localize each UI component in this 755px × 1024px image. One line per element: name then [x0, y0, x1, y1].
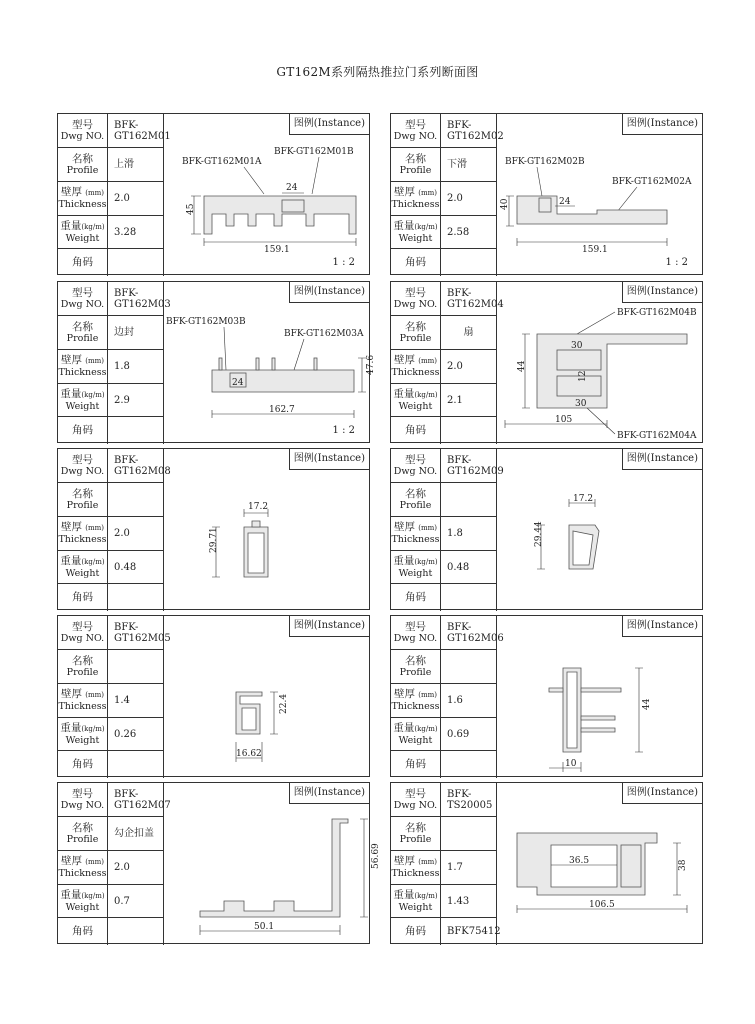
code-label: 角码 [391, 918, 441, 945]
dwg-value: BFK- GT162M05 [108, 616, 164, 650]
svg-text:159.1: 159.1 [264, 245, 290, 255]
thickness-label: 壁厚 (mm) Thickness [391, 182, 441, 216]
code-value [441, 417, 497, 444]
profile-value: 上滑 [108, 148, 164, 182]
profile-drawing [497, 282, 703, 444]
weight-value: 0.48 [441, 551, 497, 584]
svg-text:159.1: 159.1 [582, 245, 608, 255]
callout-text: BFK-GT162M03A [284, 329, 364, 339]
code-label: 角码 [58, 249, 108, 276]
profile-drawing [497, 449, 703, 611]
weight-label: 重量(kg/m) Weight [58, 885, 108, 918]
svg-text:30: 30 [571, 341, 583, 351]
dwg-value: BFK- GT162M04 [441, 282, 497, 316]
profile-value: 下滑 [441, 148, 497, 182]
weight-value: 3.28 [108, 216, 164, 249]
thickness-label: 壁厚 (mm) Thickness [58, 851, 108, 885]
instance-label: 图例(Instance) [289, 783, 369, 804]
svg-text:22.4: 22.4 [279, 693, 289, 714]
scale-label: 1 : 2 [332, 257, 355, 268]
dwg-label: 型号 Dwg NO. [391, 616, 441, 650]
scale-label: 1 : 2 [665, 257, 688, 268]
dwg-label: 型号 Dwg NO. [58, 616, 108, 650]
svg-text:105: 105 [555, 415, 573, 425]
code-label: 角码 [391, 584, 441, 611]
dwg-value: BFK- GT162M01 [108, 114, 164, 148]
profile-value [441, 817, 497, 851]
profile-value [108, 650, 164, 684]
weight-label: 重量(kg/m) Weight [391, 551, 441, 584]
weight-label: 重量(kg/m) Weight [391, 718, 441, 751]
profile-value [441, 650, 497, 684]
svg-text:16.62: 16.62 [236, 749, 262, 759]
svg-text:47.6: 47.6 [366, 354, 376, 375]
code-value [441, 584, 497, 611]
code-label: 角码 [391, 249, 441, 276]
thickness-value: 1.4 [108, 684, 164, 718]
profile-value [108, 483, 164, 517]
profile-card-gt162m03 [57, 281, 376, 443]
profile-label: 名称 Profile [58, 817, 108, 851]
thickness-label: 壁厚 (mm) Thickness [58, 350, 108, 384]
profile-drawing [497, 616, 703, 778]
profile-label: 名称 Profile [391, 148, 441, 182]
weight-value: 0.69 [441, 718, 497, 751]
thickness-value: 2.0 [108, 517, 164, 551]
dwg-label: 型号 Dwg NO. [58, 114, 108, 148]
dwg-label: 型号 Dwg NO. [58, 783, 108, 817]
profile-card-gt162m05 [57, 615, 370, 777]
profile-label: 名称 Profile [391, 817, 441, 851]
dwg-label: 型号 Dwg NO. [58, 449, 108, 483]
weight-value: 2.1 [441, 384, 497, 417]
code-value [441, 249, 497, 276]
profile-drawing [164, 282, 376, 444]
code-value [108, 751, 164, 778]
profile-drawing [164, 783, 381, 945]
code-label: 角码 [391, 417, 441, 444]
weight-value: 1.43 [441, 885, 497, 918]
profile-card-gt162m04 [390, 281, 703, 443]
svg-text:44: 44 [642, 698, 652, 710]
svg-text:38: 38 [678, 859, 688, 871]
code-label: 角码 [391, 751, 441, 778]
profile-card-gt162m02 [390, 113, 703, 275]
profile-label: 名称 Profile [58, 148, 108, 182]
dwg-value: BFK- GT162M09 [441, 449, 497, 483]
svg-text:106.5: 106.5 [589, 900, 615, 910]
instance-label: 图例(Instance) [622, 282, 702, 303]
callout-text: BFK-GT162M03B [166, 317, 246, 327]
code-value [108, 584, 164, 611]
weight-value: 0.26 [108, 718, 164, 751]
thickness-value: 2.0 [108, 182, 164, 216]
profile-card-gt162m09 [390, 448, 703, 610]
svg-text:36.5: 36.5 [569, 856, 590, 866]
thickness-label: 壁厚 (mm) Thickness [58, 684, 108, 718]
weight-value: 0.7 [108, 885, 164, 918]
weight-label: 重量(kg/m) Weight [391, 885, 441, 918]
instance-label: 图例(Instance) [289, 114, 369, 135]
callout-text: BFK-GT162M04A [617, 431, 697, 441]
svg-text:17.2: 17.2 [573, 494, 594, 504]
svg-text:24: 24 [232, 378, 244, 388]
thickness-value: 2.0 [108, 851, 164, 885]
instance-label: 图例(Instance) [622, 616, 702, 637]
svg-text:45: 45 [186, 203, 196, 215]
code-label: 角码 [58, 751, 108, 778]
svg-text:12: 12 [578, 370, 588, 382]
weight-value: 2.58 [441, 216, 497, 249]
callout-text: BFK-GT162M01B [274, 147, 354, 157]
thickness-label: 壁厚 (mm) Thickness [391, 517, 441, 551]
thickness-value: 1.7 [441, 851, 497, 885]
thickness-label: 壁厚 (mm) Thickness [58, 517, 108, 551]
dwg-value: BFK- GT162M03 [108, 282, 164, 316]
profile-label: 名称 Profile [58, 316, 108, 350]
profile-card-gt162m01 [57, 113, 370, 275]
profile-label: 名称 Profile [391, 483, 441, 517]
code-label: 角码 [58, 918, 108, 945]
profile-drawing [497, 783, 703, 945]
svg-text:24: 24 [559, 197, 571, 207]
svg-text:162.7: 162.7 [269, 405, 295, 415]
profile-drawing [164, 616, 370, 778]
svg-text:40: 40 [500, 198, 510, 210]
profile-label: 名称 Profile [58, 483, 108, 517]
code-label: 角码 [58, 417, 108, 444]
weight-value: 2.9 [108, 384, 164, 417]
profile-value [441, 483, 497, 517]
profile-card-gt162m07 [57, 782, 381, 944]
weight-label: 重量(kg/m) Weight [58, 718, 108, 751]
instance-label: 图例(Instance) [289, 282, 369, 303]
profile-drawing [164, 449, 370, 611]
code-value: BFK75412 [441, 918, 497, 945]
thickness-value: 2.0 [441, 350, 497, 384]
dwg-value: BFK- GT162M08 [108, 449, 164, 483]
dwg-label: 型号 Dwg NO. [58, 282, 108, 316]
svg-text:24: 24 [286, 183, 298, 193]
dwg-label: 型号 Dwg NO. [391, 114, 441, 148]
thickness-label: 壁厚 (mm) Thickness [391, 851, 441, 885]
instance-label: 图例(Instance) [289, 616, 369, 637]
weight-value: 0.48 [108, 551, 164, 584]
svg-text:17.2: 17.2 [248, 502, 269, 512]
thickness-value: 1.6 [441, 684, 497, 718]
code-value [441, 751, 497, 778]
svg-text:44: 44 [517, 360, 527, 372]
thickness-value: 1.8 [441, 517, 497, 551]
thickness-label: 壁厚 (mm) Thickness [58, 182, 108, 216]
svg-text:30: 30 [575, 399, 587, 409]
instance-label: 图例(Instance) [622, 783, 702, 804]
svg-text:56.69: 56.69 [371, 843, 381, 869]
callout-text: BFK-GT162M02B [505, 157, 585, 167]
code-value [108, 918, 164, 945]
weight-label: 重量(kg/m) Weight [58, 216, 108, 249]
dwg-value: BFK- GT162M07 [108, 783, 164, 817]
callout-text: BFK-GT162M01A [182, 157, 262, 167]
thickness-label: 壁厚 (mm) Thickness [391, 684, 441, 718]
dwg-value: BFK- GT162M06 [441, 616, 497, 650]
instance-label: 图例(Instance) [622, 114, 702, 135]
profile-drawing [497, 114, 703, 276]
instance-label: 图例(Instance) [289, 449, 369, 470]
profile-value: 边封 [108, 316, 164, 350]
thickness-label: 壁厚 (mm) Thickness [391, 350, 441, 384]
svg-text:29.71: 29.71 [209, 527, 219, 553]
weight-label: 重量(kg/m) Weight [58, 384, 108, 417]
profile-card-gt162m08 [57, 448, 370, 610]
code-label: 角码 [58, 584, 108, 611]
profile-label: 名称 Profile [58, 650, 108, 684]
profile-label: 名称 Profile [391, 316, 441, 350]
profile-value: 扇 [441, 316, 497, 350]
callout-text: BFK-GT162M04B [617, 308, 697, 318]
dwg-value: BFK- TS20005 [441, 783, 497, 817]
thickness-value: 2.0 [441, 182, 497, 216]
weight-label: 重量(kg/m) Weight [391, 216, 441, 249]
profile-card-ts20005 [390, 782, 703, 944]
callout-text: BFK-GT162M02A [612, 177, 692, 187]
weight-label: 重量(kg/m) Weight [391, 384, 441, 417]
weight-label: 重量(kg/m) Weight [58, 551, 108, 584]
dwg-value: BFK- GT162M02 [441, 114, 497, 148]
thickness-value: 1.8 [108, 350, 164, 384]
dwg-label: 型号 Dwg NO. [391, 282, 441, 316]
scale-label: 1 : 2 [332, 425, 355, 436]
page-title: GT162M系列隔热推拉门系列断面图 [276, 65, 479, 79]
svg-text:29.44: 29.44 [534, 521, 544, 547]
dwg-label: 型号 Dwg NO. [391, 449, 441, 483]
code-value [108, 249, 164, 276]
profile-drawing [164, 114, 370, 276]
dwg-label: 型号 Dwg NO. [391, 783, 441, 817]
svg-text:50.1: 50.1 [254, 922, 275, 932]
profile-value: 勾企扣盖 [108, 817, 164, 851]
instance-label: 图例(Instance) [622, 449, 702, 470]
code-value [108, 417, 164, 444]
svg-text:10: 10 [565, 759, 577, 769]
profile-label: 名称 Profile [391, 650, 441, 684]
profile-card-gt162m06 [390, 615, 703, 777]
